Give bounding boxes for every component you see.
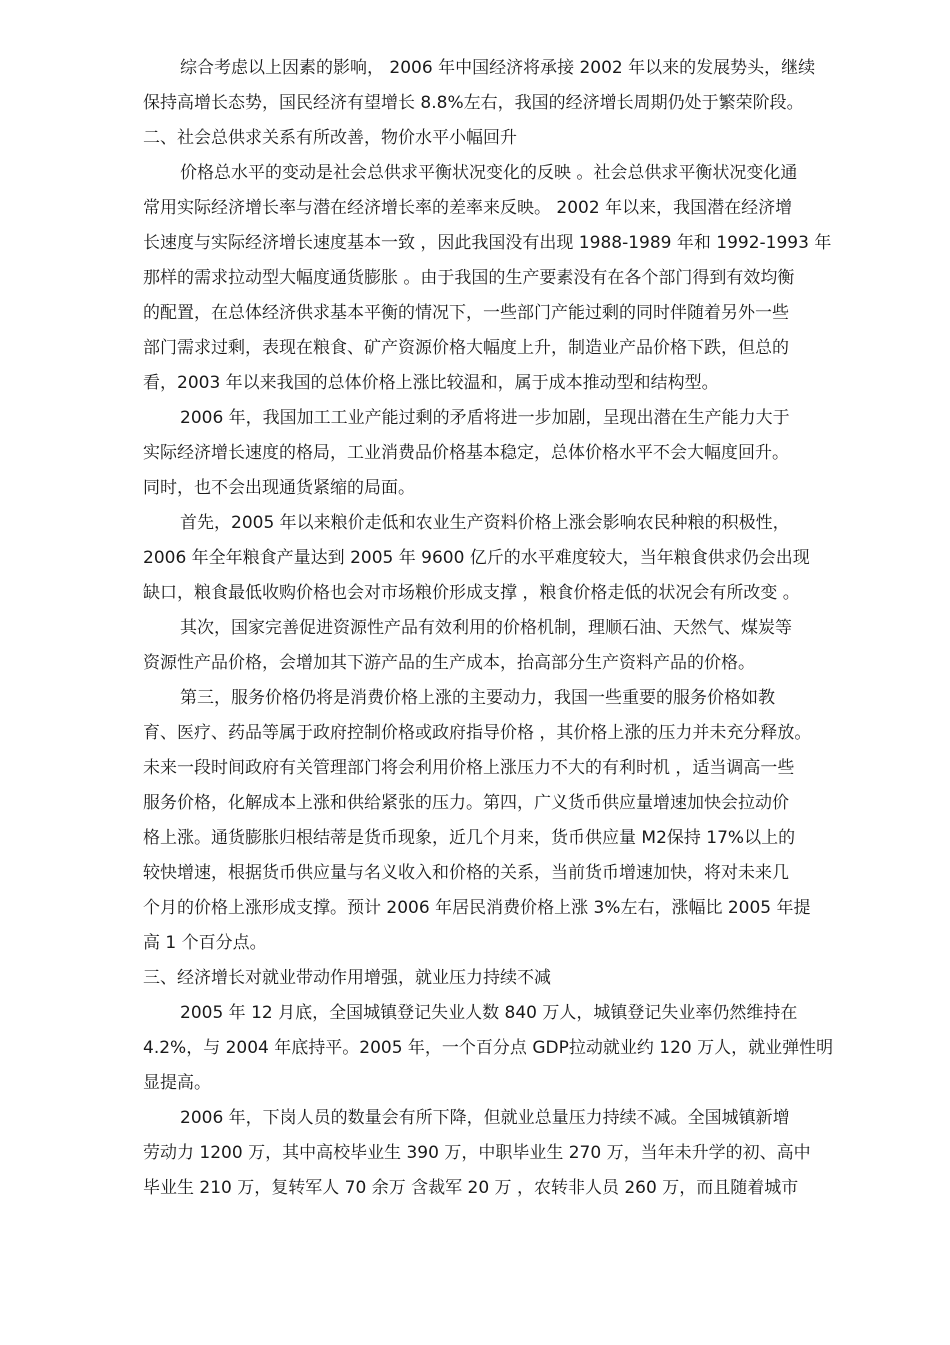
- text-line: 未来一段时间政府有关管理部门将会利用价格上涨压力不大的有利时机 ，适当调高一些: [143, 758, 795, 778]
- text-line: 2005 年 12 月底，全国城镇登记失业人数 840 万人，城镇登记失业率仍然维持在: [180, 1003, 798, 1023]
- text-line: 毕业生 210 万，复转军人 70 余万 含裁军 20 万 ，农转非人员 260 万，而且随着城市: [143, 1178, 799, 1198]
- text-line: 缺口，粮食最低收购价格也会对市场粮价形成支撑 ，粮食价格走低的状况会有所改变 。: [143, 583, 800, 603]
- text-line: 同时，也不会出现通货紧缩的局面。: [143, 478, 415, 498]
- text-line: 2006 年，下岗人员的数量会有所下降，但就业总量压力持续不减。全国城镇新增: [180, 1108, 790, 1128]
- section-heading: 二、社会总供求关系有所改善，物价水平小幅回升: [143, 128, 517, 148]
- text-line: 个月的价格上涨形成支撑。预计 2006 年居民消费价格上涨 3%左右，涨幅比 2005 年提: [143, 898, 811, 918]
- text-line: 其次，国家完善促进资源性产品有效利用的价格机制，理顺石油、天然气、煤炭等: [180, 618, 792, 638]
- text-line: 部门需求过剩，表现在粮食、矿产资源价格大幅度上升，制造业产品价格下跌，但总的: [143, 338, 789, 358]
- text-line: 看，2003 年以来我国的总体价格上涨比较温和，属于成本推动型和结构型。: [143, 373, 719, 393]
- text-line: 显提高。: [143, 1073, 211, 1093]
- text-line: 高 1 个百分点。: [143, 933, 267, 953]
- text-line: 格上涨。通货膨胀归根结蒂是货币现象，近几个月来，货币供应量 M2保持 17%以上的: [143, 828, 796, 848]
- text-line: 资源性产品价格，会增加其下游产品的生产成本，抬高部分生产资料产品的价格。: [143, 653, 755, 673]
- text-line: 价格总水平的变动是社会总供求平衡状况变化的反映 。社会总供求平衡状况变化通: [180, 163, 798, 183]
- text-line: 2006 年，我国加工工业产能过剩的矛盾将进一步加剧，呈现出潜在生产能力大于: [180, 408, 790, 428]
- text-line: 的配置，在总体经济供求基本平衡的情况下，一些部门产能过剩的同时伴随着另外一些: [143, 303, 789, 323]
- text-line: 保持高增长态势，国民经济有望增长 8.8%左右，我国的经济增长周期仍处于繁荣阶段。: [143, 93, 804, 113]
- text-line: 第三，服务价格仍将是消费价格上涨的主要动力，我国一些重要的服务价格如教: [180, 688, 775, 708]
- text-line: 实际经济增长速度的格局，工业消费品价格基本稳定，总体价格水平不会大幅度回升。: [143, 443, 789, 463]
- text-line: 育、医疗、药品等属于政府控制价格或政府指导价格 ，其价格上涨的压力并未充分释放。: [143, 723, 812, 743]
- text-line: 长速度与实际经济增长速度基本一致 ，因此我国没有出现 1988-1989 年和 1992-1993 年: [143, 233, 832, 253]
- text-line: 那样的需求拉动型大幅度通货膨胀 。由于我国的生产要素没有在各个部门得到有效均衡: [143, 268, 795, 288]
- text-line: 综合考虑以上因素的影响， 2006 年中国经济将承接 2002 年以来的发展势头，继续: [180, 58, 816, 78]
- text-line: 较快增速，根据货币供应量与名义收入和价格的关系，当前货币增速加快，将对未来几: [143, 863, 789, 883]
- text-line: 服务价格，化解成本上涨和供给紧张的压力。第四，广义货币供应量增速加快会拉动价: [143, 793, 789, 813]
- text-line: 劳动力 1200 万，其中高校毕业生 390 万，中职毕业生 270 万，当年未升学的初、高中: [143, 1143, 811, 1163]
- text-line: 常用实际经济增长率与潜在经济增长率的差率来反映。 2002 年以来，我国潜在经济增: [143, 198, 793, 218]
- text-line: 2006 年全年粮食产量达到 2005 年 9600 亿斤的水平难度较大，当年粮食供求仍会出现: [143, 548, 810, 568]
- text-line: 首先，2005 年以来粮价走低和农业生产资料价格上涨会影响农民种粮的积极性，: [180, 513, 790, 533]
- section-heading: 三、经济增长对就业带动作用增强，就业压力持续不减: [143, 968, 551, 988]
- text-line: 4.2%，与 2004 年底持平。2005 年，一个百分点 GDP拉动就业约 120 万人，就业弹性明: [143, 1038, 834, 1058]
